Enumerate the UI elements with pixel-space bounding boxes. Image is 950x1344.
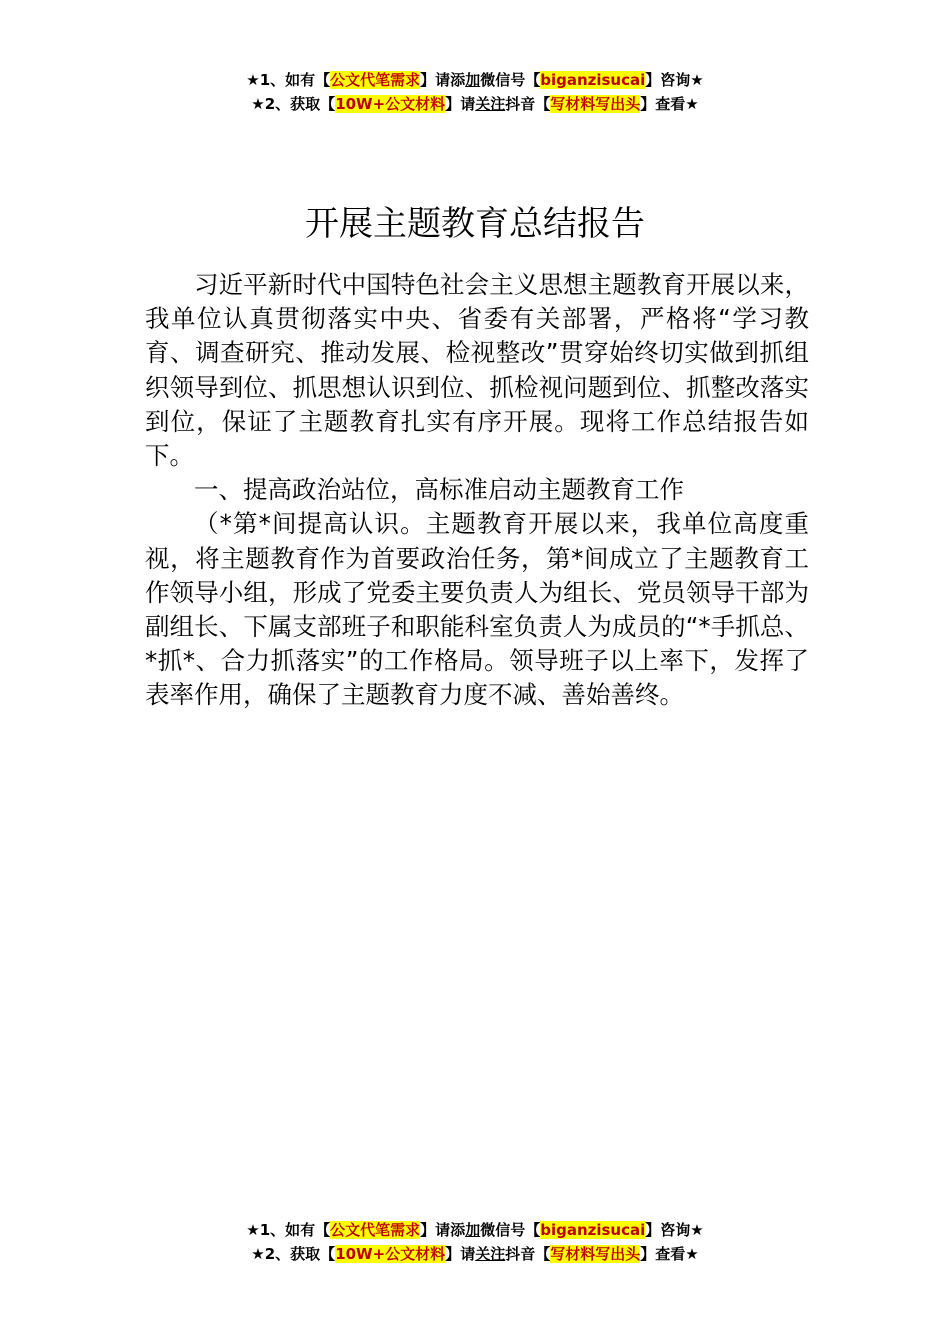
paragraph-section-1: （*第*间提高认识。主题教育开展以来，我单位高度重视，将主题教育作为首要政治任务，第*间成立了主题教育工作领导小组，形成了党委主要负责人为组长、党员领导干部为副组长、下属支部班子和职能科室负责人为成员的“*手抓总、*抓*、合力抓落实”的工作格局。领导班子以上率下，发挥了表率作用，确保了主题教育力度不减、善始善终。 (145, 509, 809, 710)
banner-line-1-suffix: 】咨询★ (645, 71, 704, 89)
banner-line-1-highlight-wechat: biganzisucai (540, 71, 646, 89)
paragraph-intro: 习近平新时代中国特色社会主义思想主题教育开展以来，我单位认真贯彻落实中央、省委有关部署，严格将“学习教育、调查研究、推动发展、检视整改”贯穿始终切实做到抓组织领导到位、抓思想认识到位、抓检视问题到位、抓整改落实到位，保证了主题教育扎实有序开展。现将工作总结报告如下。 (145, 270, 809, 471)
banner-line-1-middle-a: 】请添 (420, 71, 466, 89)
banner-line-1-highlight-service: 公文代笔需求 (330, 71, 421, 89)
footer-line-2-middle-b: 抖音【 (505, 1245, 551, 1263)
footer-line-2-suffix: 】查看★ (640, 1245, 699, 1263)
banner-line-2-prefix: ★2、获取【 (251, 95, 336, 113)
banner-line-2-suffix: 】查看★ (640, 95, 699, 113)
footer-line-1-middle-a: 】请添 (420, 1221, 466, 1239)
footer-line-2-underlined: 关注 (475, 1245, 506, 1263)
footer-line-1-middle-b: 微信号【 (480, 1221, 541, 1239)
footer-line-2-prefix: ★2、获取【 (251, 1245, 336, 1263)
banner-line-2-highlight-materials: 10W+公文材料 (335, 95, 446, 113)
banner-line-2 (0, 92, 950, 116)
footer-line-1-prefix: ★1、如有【 (246, 1221, 331, 1239)
footer-line-1-suffix: 】咨询★ (645, 1221, 704, 1239)
footer-line-1 (0, 1218, 950, 1242)
document-title: 开展主题教育总结报告 (305, 203, 645, 244)
footer-line-1-highlight-service: 公文代笔需求 (330, 1221, 421, 1239)
footer-line-1-underlined: 加 (465, 1221, 481, 1239)
footer-line-1-highlight-wechat: biganzisucai (540, 1221, 646, 1239)
header-banner (0, 68, 950, 116)
banner-line-2-middle-b: 抖音【 (505, 95, 551, 113)
banner-line-2-underlined: 关注 (475, 95, 506, 113)
banner-line-1 (0, 68, 950, 92)
footer-line-2-highlight-materials: 10W+公文材料 (335, 1245, 446, 1263)
footer-line-2-middle-a: 】请 (445, 1245, 476, 1263)
document-body (145, 268, 809, 713)
banner-line-2-highlight-douyin: 写材料写出头 (550, 95, 641, 113)
section-heading-1: 一、提高政治站位，高标准启动主题教育工作 (194, 475, 684, 505)
footer-line-2 (0, 1242, 950, 1266)
footer-banner (0, 1218, 950, 1266)
banner-line-1-prefix: ★1、如有【 (246, 71, 331, 89)
banner-line-1-middle-b: 微信号【 (480, 71, 541, 89)
banner-line-1-underlined: 加 (465, 71, 481, 89)
banner-line-2-middle-a: 】请 (445, 95, 476, 113)
footer-line-2-highlight-douyin: 写材料写出头 (550, 1245, 641, 1263)
